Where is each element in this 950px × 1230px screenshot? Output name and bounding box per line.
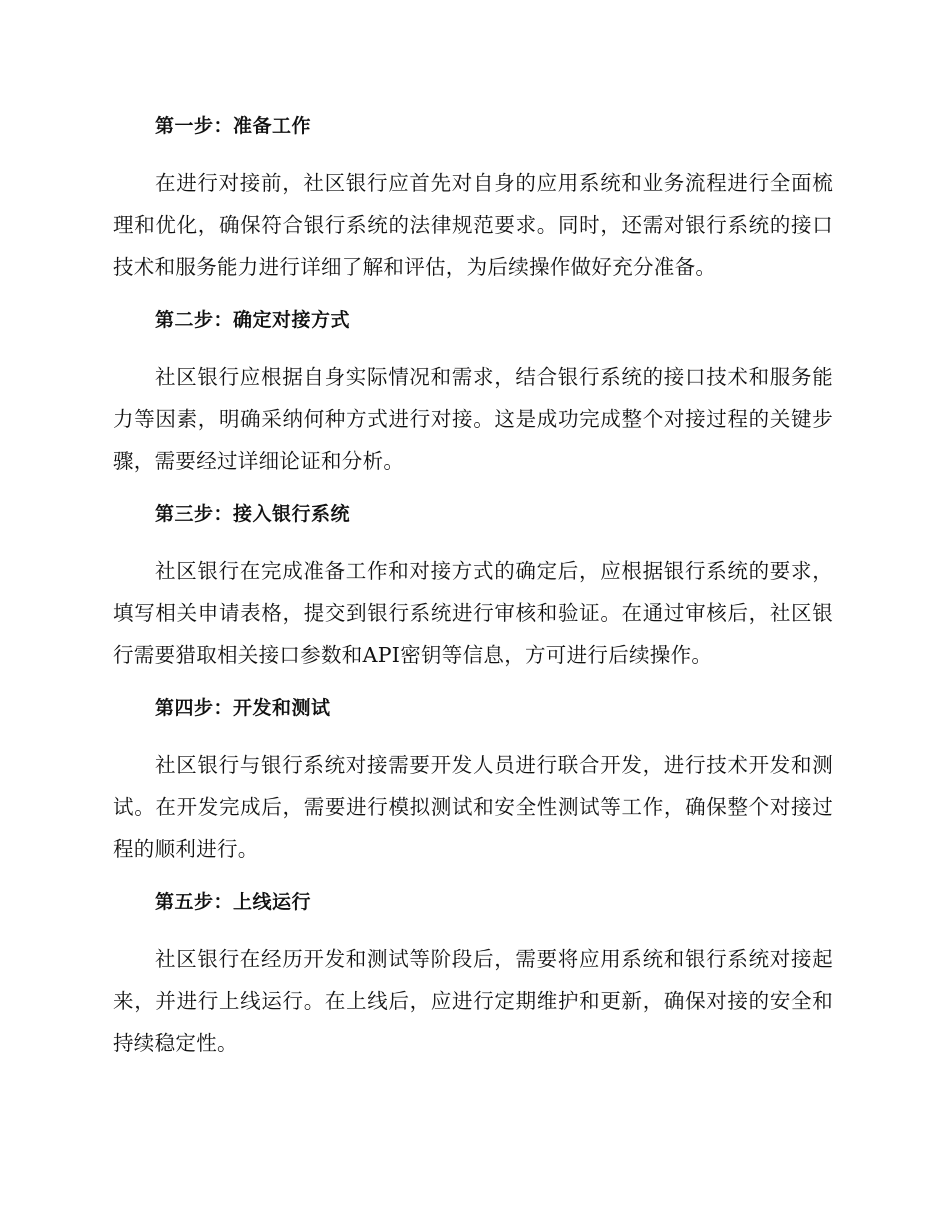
section-step-1	[113, 106, 833, 288]
section-heading: 第二步：确定对接方式	[155, 309, 351, 331]
section-paragraph: 社区银行应根据自身实际情况和需求，结合银行系统的接口技术和服务能力等因素，明确采纳何种方式进行对接。这是成功完成整个对接过程的关键步骤，需要经过详细论证和分析。	[113, 365, 833, 473]
section-step-5	[113, 882, 833, 1064]
section-paragraph: 社区银行在经历开发和测试等阶段后，需要将应用系统和银行系统对接起来，并进行上线运行。在上线后，应进行定期维护和更新，确保对接的安全和持续稳定性。	[113, 947, 833, 1055]
section-heading: 第四步：开发和测试	[155, 697, 331, 719]
section-heading: 第一步：准备工作	[155, 115, 312, 137]
section-paragraph: 社区银行与银行系统对接需要开发人员进行联合开发，进行技术开发和测试。在开发完成后，需要进行模拟测试和安全性测试等工作，确保整个对接过程的顺利进行。	[113, 753, 833, 861]
section-step-3	[113, 494, 833, 676]
document-body	[113, 106, 833, 1076]
section-step-4	[113, 688, 833, 870]
section-step-2	[113, 300, 833, 482]
section-heading: 第五步：上线运行	[155, 891, 312, 913]
section-heading: 第三步：接入银行系统	[155, 503, 351, 525]
section-paragraph: 在进行对接前，社区银行应首先对自身的应用系统和业务流程进行全面梳理和优化，确保符合银行系统的法律规范要求。同时，还需对银行系统的接口技术和服务能力进行详细了解和评估，为后续操作做好充分准备。	[113, 171, 833, 279]
section-paragraph: 社区银行在完成准备工作和对接方式的确定后，应根据银行系统的要求，填写相关申请表格，提交到银行系统进行审核和验证。在通过审核后，社区银行需要猎取相关接口参数和API密钥等信息，方可进行后续操作。	[113, 559, 833, 667]
